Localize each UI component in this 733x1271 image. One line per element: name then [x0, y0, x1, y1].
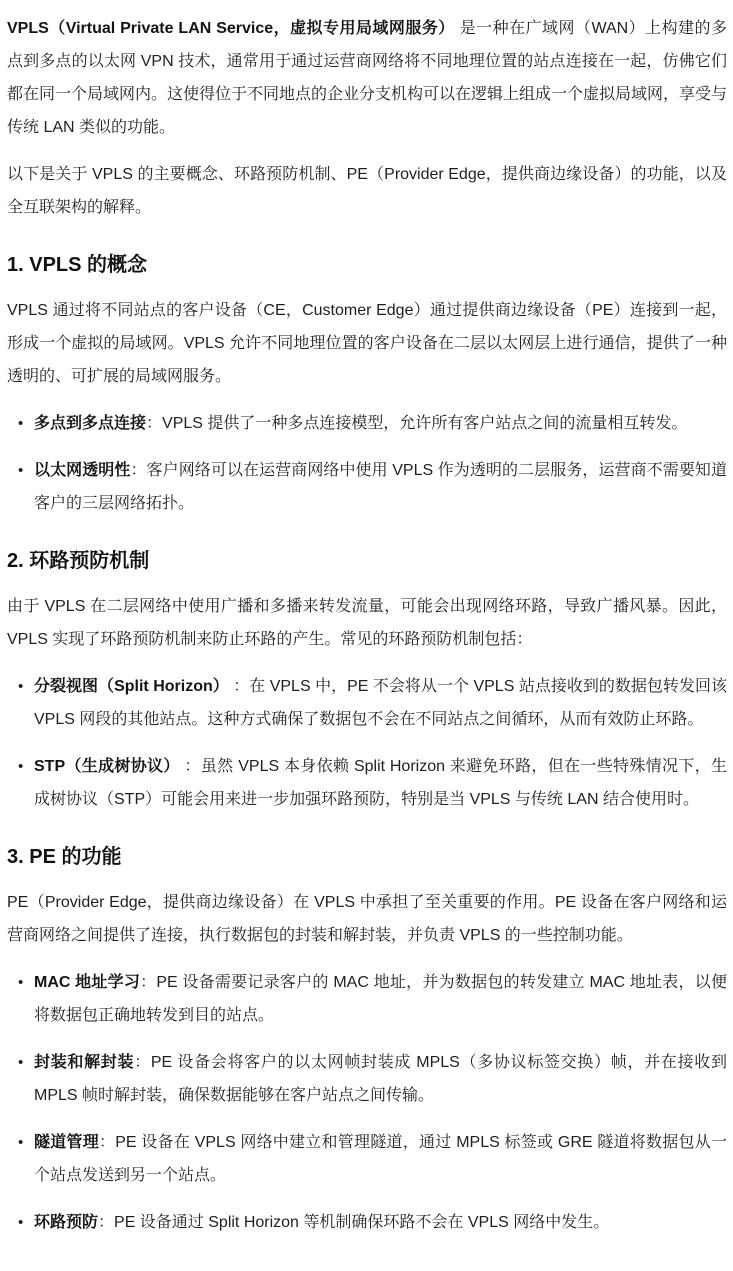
list-item — [34, 1046, 727, 1112]
text-run: ：PE 设备通过 Split Horizon 等机制确保环路不会在 VPLS 网络中发生。 — [98, 1214, 610, 1231]
text-run: 由于 VPLS 在二层网络中使用广播和多播来转发流量，可能会出现网络环路，导致广播风暴。因此，VPLS 实现了环路预防机制来防止环路的产生。常见的环路预防机制包括： — [7, 598, 727, 648]
bold-text: STP（生成树协议） — [34, 758, 180, 775]
paragraph — [7, 886, 727, 952]
paragraph — [7, 590, 727, 656]
paragraph — [7, 294, 727, 393]
list-item — [34, 966, 727, 1032]
text-run: PE（Provider Edge，提供商边缘设备）在 VPLS 中承担了至关重要的作用。PE 设备在客户网络和运营商网络之间提供了连接，执行数据包的封装和解封装，并负责 VPLS 的一些控制功能。 — [7, 894, 727, 944]
bullet-list — [7, 670, 727, 816]
list-item — [34, 454, 727, 520]
list-item — [34, 407, 727, 440]
text-run: ：PE 设备会将客户的以太网帧封装成 MPLS（多协议标签交换）帧，并在接收到 MPLS 帧时解封装，确保数据能够在客户站点之间传输。 — [34, 1054, 727, 1104]
text-run: 是一种在广域网（WAN）上构建的多点到多点的以太网 VPN 技术，通常用于通过运营商网络将不同地理位置的站点连接在一起，仿佛它们都在同一个局域网内。这使得位于不同地点的企业分支机构可以在逻辑上组成一个虚拟局域网，享受与传统 LAN 类似的功能。 — [7, 20, 728, 136]
list-item — [34, 670, 727, 736]
bold-text: 多点到多点连接 — [34, 415, 147, 432]
bold-text: 分裂视图（Split Horizon） — [34, 678, 229, 695]
paragraph — [7, 12, 727, 144]
text-run: ：VPLS 提供了一种多点连接模型，允许所有客户站点之间的流量相互转发。 — [146, 415, 688, 432]
bold-text: 封装和解封装 — [34, 1054, 135, 1071]
section-heading: 1. VPLS 的概念 — [7, 254, 148, 276]
list-item — [34, 1126, 727, 1192]
paragraph — [7, 158, 727, 224]
bold-text: MAC 地址学习 — [34, 974, 141, 991]
bullet-list — [7, 407, 727, 520]
list-item — [34, 1206, 727, 1239]
section-heading: 2. 环路预防机制 — [7, 550, 150, 572]
text-run: ：在 VPLS 中，PE 不会将从一个 VPLS 站点接收到的数据包转发回该 VPLS 网段的其他站点。这种方式确保了数据包不会在不同站点之间循环，从而有效防止环路。 — [34, 678, 727, 728]
text-run: VPLS 通过将不同站点的客户设备（CE，Customer Edge）通过提供商边缘设备（PE）连接到一起，形成一个虚拟的局域网。VPLS 允许不同地理位置的客户设备在二层以太网层上进行通信，提供了一种透明的、可扩展的局域网服务。 — [7, 302, 727, 385]
text-run: ：虽然 VPLS 本身依赖 Split Horizon 来避免环路，但在一些特殊情况下，生成树协议（STP）可能会用来进一步加强环路预防，特别是当 VPLS 与传统 LAN 结合使用时。 — [34, 758, 727, 808]
list-item — [34, 750, 727, 816]
text-run: ：PE 设备需要记录客户的 MAC 地址，并为数据包的转发建立 MAC 地址表，以便将数据包正确地转发到目的站点。 — [34, 974, 727, 1024]
bold-text: 隧道管理 — [34, 1134, 99, 1151]
bullet-list — [7, 966, 727, 1239]
text-run: ：PE 设备在 VPLS 网络中建立和管理隧道，通过 MPLS 标签或 GRE 隧道将数据包从一个站点发送到另一个站点。 — [34, 1134, 727, 1184]
text-run: 以下是关于 VPLS 的主要概念、环路预防机制、PE（Provider Edge，提供商边缘设备）的功能，以及全互联架构的解释。 — [7, 166, 727, 216]
section-heading: 3. PE 的功能 — [7, 846, 122, 868]
text-run: ：客户网络可以在运营商网络中使用 VPLS 作为透明的二层服务，运营商不需要知道客户的三层网络拓扑。 — [34, 462, 727, 512]
bold-text: 环路预防 — [34, 1214, 99, 1231]
bold-text: 以太网透明性 — [34, 462, 131, 479]
bold-text: VPLS（Virtual Private LAN Service，虚拟专用局域网服务） — [7, 20, 455, 37]
